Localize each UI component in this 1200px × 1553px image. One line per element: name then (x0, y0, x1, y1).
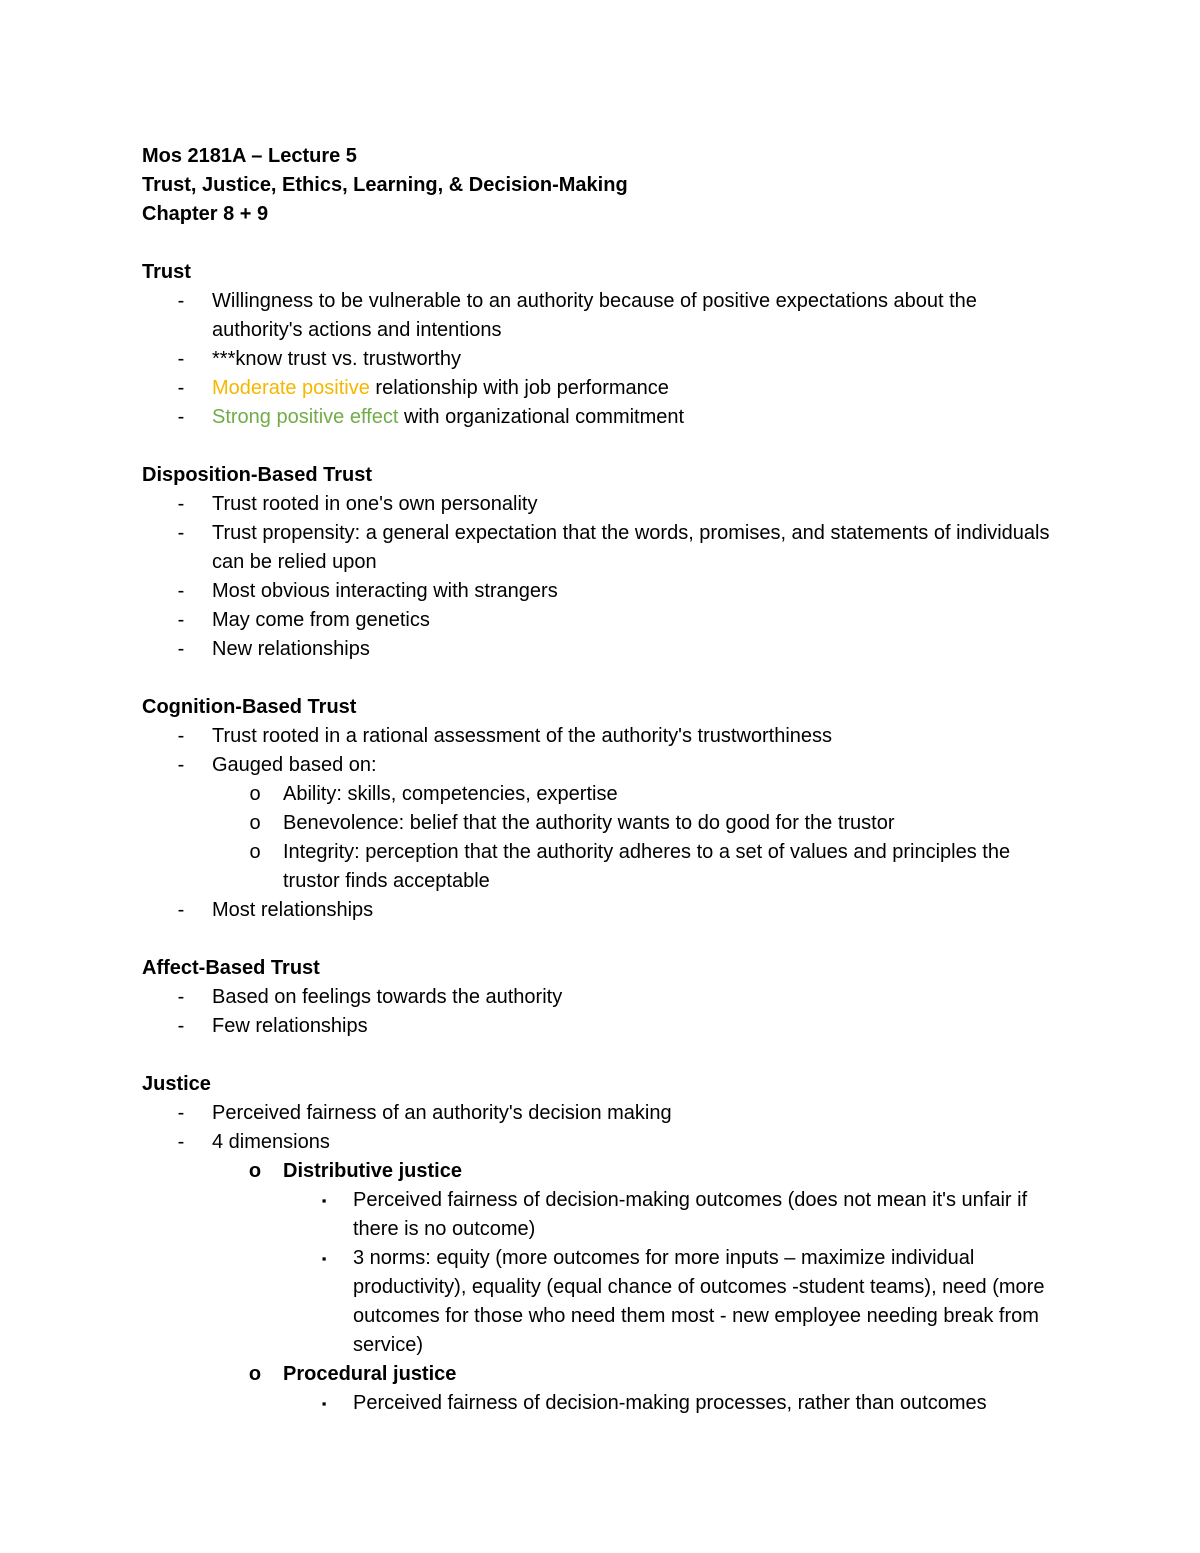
list-item (142, 519, 1062, 577)
distributive-justice-title: Distributive justice (283, 1160, 462, 1182)
document-page (142, 142, 1062, 1418)
sub-list-item (142, 780, 1062, 809)
item-text: Trust propensity: a general expectation that the words, promises, and statements of individuals can be relied upon (212, 522, 1050, 573)
list-item (142, 403, 1062, 432)
item-text: relationship with job performance (369, 377, 669, 399)
circle-bullet: o (249, 812, 261, 834)
sub-sub-list-item (142, 1389, 1062, 1418)
list-item (142, 374, 1062, 403)
item-text: Benevolence: belief that the authority wants to do good for the trustor (283, 812, 895, 834)
dash-bullet: - (177, 638, 185, 660)
dash-bullet: - (177, 899, 185, 921)
circle-bullet: o (248, 1160, 262, 1182)
list-item (142, 606, 1062, 635)
section-heading-trust: Trust (142, 261, 191, 283)
list-item (142, 287, 1062, 345)
item-text: Trust rooted in one's own personality (212, 493, 538, 515)
dash-bullet: - (177, 725, 185, 747)
sub-sub-list-item (142, 1186, 1062, 1244)
item-text: ***know trust vs. trustworthy (212, 348, 461, 370)
list-item (142, 635, 1062, 664)
section-heading-affect: Affect-Based Trust (142, 957, 320, 979)
blank-line (142, 1041, 1062, 1070)
blank-line (142, 229, 1062, 258)
highlight-strong-positive: Strong positive effect (212, 406, 399, 428)
lecture-topics: Trust, Justice, Ethics, Learning, & Decision-Making (142, 174, 628, 196)
list-item (142, 1012, 1062, 1041)
procedural-justice-title: Procedural justice (283, 1363, 457, 1385)
item-text: Few relationships (212, 1015, 368, 1037)
item-text: Trust rooted in a rational assessment of the authority's trustworthiness (212, 725, 833, 747)
dash-bullet: - (177, 522, 185, 544)
square-bullet: ▪ (321, 1193, 327, 1208)
item-text: Most relationships (212, 899, 374, 921)
circle-bullet: o (249, 841, 261, 863)
dash-bullet: - (177, 986, 185, 1008)
list-item (142, 896, 1062, 925)
sub-sub-list-item (142, 1244, 1062, 1360)
item-text: Perceived fairness of decision-making outcomes (does not mean it's unfair if there is no outcome) (353, 1189, 1028, 1240)
square-bullet: ▪ (321, 1251, 327, 1266)
sub-list-item (142, 838, 1062, 896)
dash-bullet: - (177, 290, 185, 312)
chapter-label: Chapter 8 + 9 (142, 203, 269, 225)
item-text: Willingness to be vulnerable to an authority because of positive expectations about the authority's actions and intentions (212, 290, 977, 341)
section-heading-cognition: Cognition-Based Trust (142, 696, 357, 718)
list-item (142, 1099, 1062, 1128)
list-item (142, 722, 1062, 751)
dash-bullet: - (177, 754, 185, 776)
list-item (142, 751, 1062, 780)
course-title: Mos 2181A – Lecture 5 (142, 145, 357, 167)
circle-bullet: o (249, 783, 261, 805)
item-text: New relationships (212, 638, 370, 660)
dash-bullet: - (177, 406, 185, 428)
blank-line (142, 925, 1062, 954)
item-text: Most obvious interacting with strangers (212, 580, 558, 602)
blank-line (142, 664, 1062, 693)
item-text: Perceived fairness of an authority's decision making (212, 1102, 672, 1124)
highlight-moderate-positive: Moderate positive (212, 377, 370, 399)
list-item (142, 577, 1062, 606)
circle-bullet: o (248, 1363, 262, 1385)
blank-line (142, 432, 1062, 461)
list-item (142, 1128, 1062, 1157)
dash-bullet: - (177, 493, 185, 515)
sub-list-item (142, 1360, 1062, 1389)
item-text: Based on feelings towards the authority (212, 986, 563, 1008)
dash-bullet: - (177, 580, 185, 602)
item-text: with organizational commitment (398, 406, 685, 428)
sub-list-item (142, 809, 1062, 838)
item-text: 3 norms: equity (more outcomes for more inputs – maximize individual productivity), equality (equal chance of outcomes -student teams), need (more outcomes for those who need them most - new employee needing break from service) (353, 1247, 1045, 1356)
square-bullet: ▪ (321, 1396, 327, 1411)
dash-bullet: - (177, 1102, 185, 1124)
item-text: Gauged based on: (212, 754, 377, 776)
item-text: Perceived fairness of decision-making processes, rather than outcomes (353, 1392, 987, 1414)
item-text: Ability: skills, competencies, expertise (283, 783, 618, 805)
dash-bullet: - (177, 348, 185, 370)
dash-bullet: - (177, 377, 185, 399)
list-item (142, 490, 1062, 519)
sub-list-item (142, 1157, 1062, 1186)
section-heading-disposition: Disposition-Based Trust (142, 464, 373, 486)
item-text: May come from genetics (212, 609, 430, 631)
dash-bullet: - (177, 1015, 185, 1037)
section-heading-justice: Justice (142, 1073, 211, 1095)
dash-bullet: - (177, 609, 185, 631)
list-item (142, 345, 1062, 374)
list-item (142, 983, 1062, 1012)
item-text: Integrity: perception that the authority adheres to a set of values and principles the trustor finds acceptable (283, 841, 1011, 892)
dash-bullet: - (177, 1131, 185, 1153)
item-text: 4 dimensions (212, 1131, 330, 1153)
